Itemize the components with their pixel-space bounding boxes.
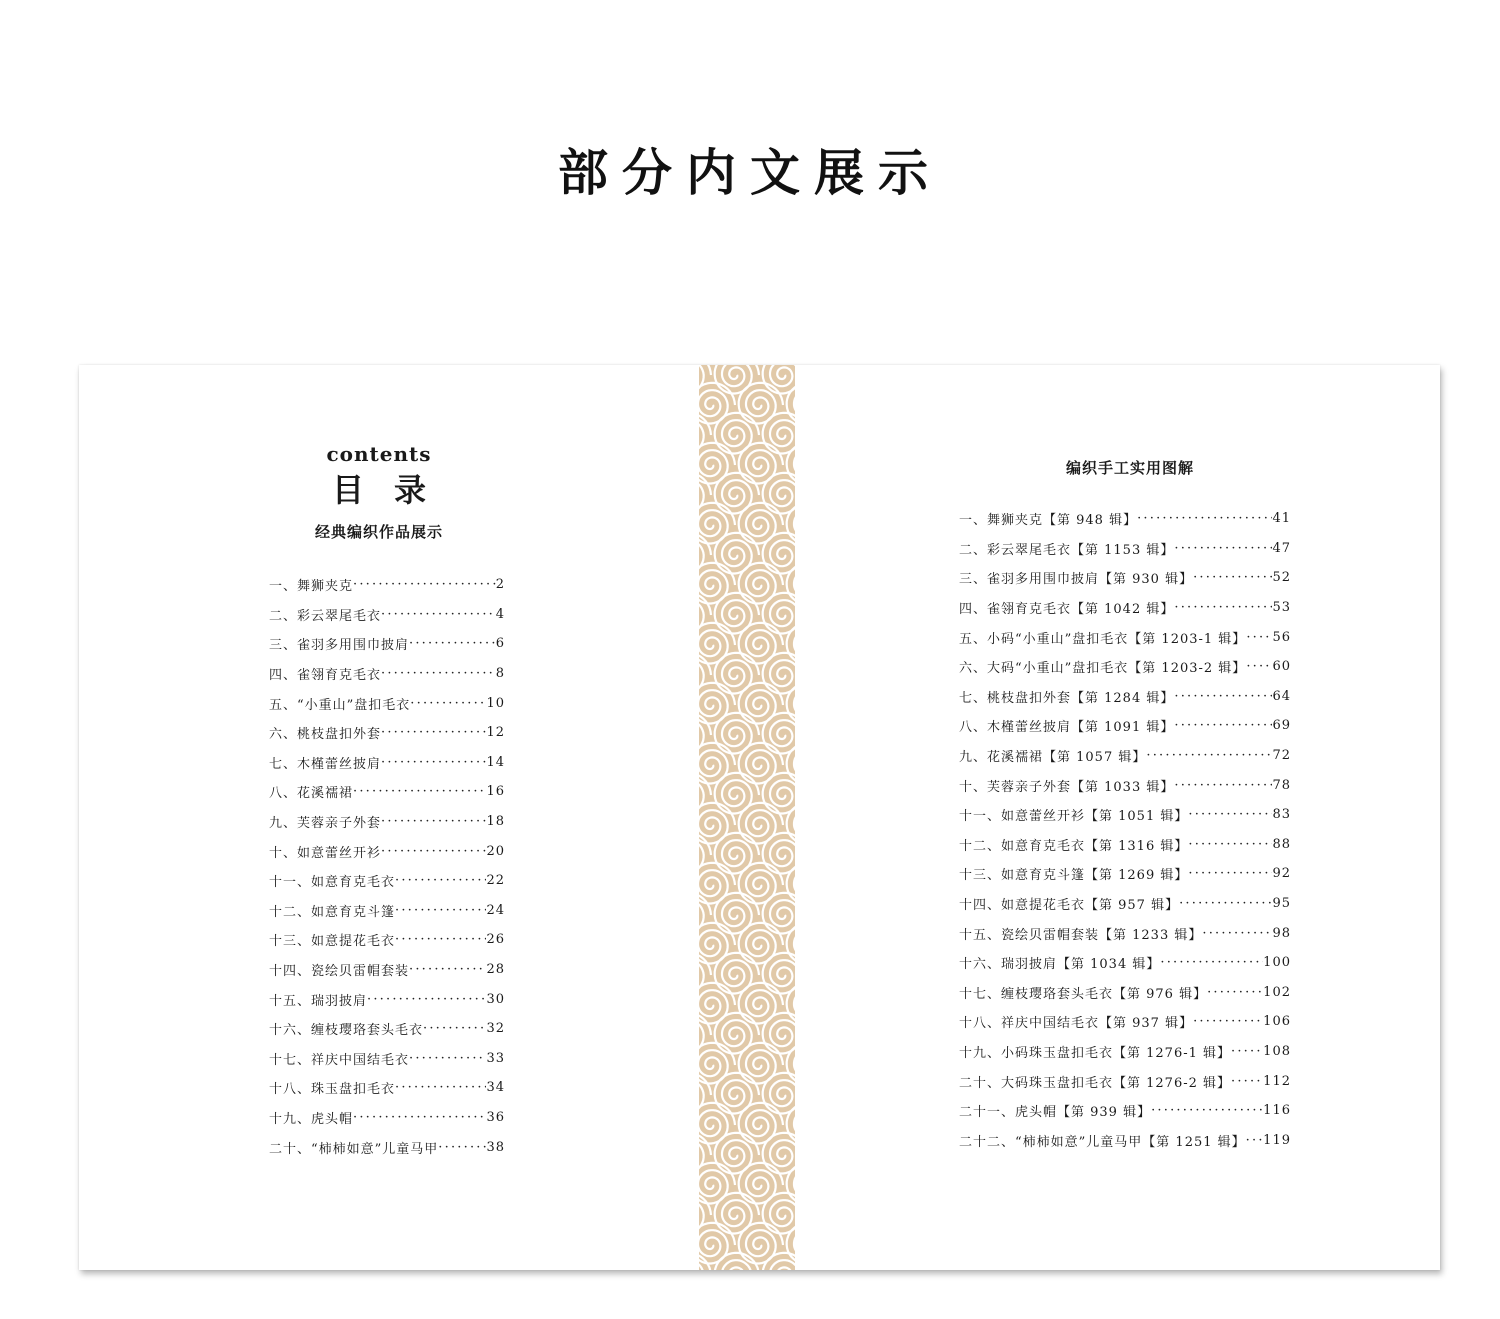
spiral-motif bbox=[699, 773, 711, 814]
toc-entry bbox=[959, 622, 1291, 652]
toc-entry bbox=[269, 1132, 505, 1162]
spiral-motif bbox=[699, 683, 735, 724]
spiral-motif bbox=[787, 383, 795, 424]
toc-page-number: 10 bbox=[486, 695, 505, 711]
toc-entry-title: 四、雀翎育克毛衣【第 1042 辑】 bbox=[959, 602, 1175, 618]
toc-dot-leader bbox=[1174, 718, 1272, 733]
toc-page-number: 78 bbox=[1272, 777, 1291, 793]
toc-dot-leader bbox=[381, 814, 486, 829]
toc-page-number: 28 bbox=[486, 962, 505, 978]
toc-dot-leader bbox=[409, 962, 486, 977]
toc-page-number: 20 bbox=[486, 843, 505, 859]
toc-entry-title: 十三、如意提花毛衣 bbox=[269, 934, 396, 950]
spiral-motif bbox=[699, 563, 735, 604]
spiral-motif bbox=[715, 533, 759, 574]
toc-entry bbox=[269, 1103, 505, 1133]
spiral-motif bbox=[739, 563, 783, 604]
toc-dot-leader bbox=[367, 992, 486, 1007]
toc-page-number: 26 bbox=[486, 932, 505, 948]
toc-entry bbox=[959, 1125, 1291, 1155]
toc-entry-title: 十六、缠枝璎珞套头毛衣 bbox=[269, 1023, 424, 1039]
toc-entry-title: 二、彩云翠尾毛衣【第 1153 辑】 bbox=[959, 542, 1175, 558]
toc-entry bbox=[959, 978, 1291, 1008]
toc-page-number: 16 bbox=[486, 784, 505, 800]
spiral-motif bbox=[699, 1133, 711, 1174]
toc-entry bbox=[959, 741, 1291, 771]
toc-entry-title: 六、桃枝盘扣外套 bbox=[269, 727, 382, 743]
toc-page-number: 30 bbox=[486, 991, 505, 1007]
toc-entry bbox=[959, 1007, 1291, 1037]
spiral-motif bbox=[715, 1073, 759, 1114]
toc-entry-title: 三、雀羽多用围巾披肩【第 930 辑】 bbox=[959, 572, 1194, 588]
spiral-motif bbox=[763, 1133, 795, 1174]
toc-page-number: 34 bbox=[486, 1080, 505, 1096]
spiral-motif bbox=[787, 743, 795, 784]
toc-entry bbox=[269, 807, 505, 837]
toc-dot-leader bbox=[1179, 896, 1272, 911]
spiral-motif bbox=[787, 1043, 795, 1084]
spiral-motif bbox=[787, 863, 795, 904]
toc-dot-leader bbox=[353, 784, 486, 799]
toc-entry bbox=[269, 777, 505, 807]
toc-page-number: 36 bbox=[486, 1109, 505, 1125]
toc-page-number: 95 bbox=[1272, 896, 1291, 912]
spiral-motif bbox=[763, 713, 795, 754]
toc-dot-leader bbox=[1188, 837, 1272, 852]
spiral-motif bbox=[699, 593, 711, 634]
toc-page-number: 119 bbox=[1263, 1132, 1291, 1148]
spiral-motif bbox=[699, 623, 735, 664]
toc-page-number: 32 bbox=[486, 1021, 505, 1037]
spiral-motif bbox=[715, 473, 759, 514]
toc-page-number: 22 bbox=[486, 873, 505, 889]
toc-entry bbox=[269, 836, 505, 866]
toc-page-number: 72 bbox=[1272, 748, 1291, 764]
toc-dot-leader bbox=[1193, 1014, 1263, 1029]
spiral-motif bbox=[739, 803, 783, 844]
spiral-motif bbox=[763, 773, 795, 814]
toc-entry-title: 十一、如意育克毛衣 bbox=[269, 875, 396, 891]
toc-entry-title: 五、小码“小重山”盘扣毛衣【第 1203-1 辑】 bbox=[959, 631, 1247, 647]
toc-entry bbox=[269, 570, 505, 600]
toc-dot-leader bbox=[438, 1140, 486, 1155]
toc-dot-leader bbox=[1188, 866, 1272, 881]
spiral-motif bbox=[715, 893, 759, 934]
spiral-motif bbox=[787, 623, 795, 664]
spiral-motif bbox=[739, 1223, 783, 1264]
spiral-motif bbox=[739, 923, 783, 964]
toc-entry bbox=[269, 1073, 505, 1103]
toc-entry-title: 二、彩云翠尾毛衣 bbox=[269, 608, 382, 624]
spiral-motif bbox=[739, 863, 783, 904]
spiral-motif bbox=[787, 1163, 795, 1204]
toc-entry-title: 九、芙蓉亲子外套 bbox=[269, 816, 382, 832]
spiral-motif bbox=[699, 713, 711, 754]
toc-entry bbox=[269, 688, 505, 718]
toc-entry bbox=[959, 830, 1291, 860]
toc-entry-title: 六、大码“小重山”盘扣毛衣【第 1203-2 辑】 bbox=[959, 661, 1247, 677]
toc-entry bbox=[959, 563, 1291, 593]
toc-entry-title: 二十、“柿柿如意”儿童马甲 bbox=[269, 1141, 439, 1157]
spiral-motif bbox=[739, 1163, 783, 1204]
toc-dot-leader bbox=[1174, 778, 1272, 793]
spiral-motif bbox=[739, 623, 783, 664]
spiral-motif bbox=[699, 1193, 711, 1234]
toc-entry bbox=[269, 1044, 505, 1074]
spiral-motif bbox=[787, 1223, 795, 1264]
right-page bbox=[795, 365, 1440, 1270]
toc-dot-leader bbox=[1231, 1044, 1263, 1059]
toc-entry-title: 十五、瓷绘贝雷帽套装【第 1233 辑】 bbox=[959, 927, 1203, 943]
spiral-cloud-pattern bbox=[699, 365, 795, 1270]
toc-entry-title: 七、木槿蕾丝披肩 bbox=[269, 756, 382, 772]
toc-entry-title: 十九、虎头帽 bbox=[269, 1111, 354, 1127]
toc-dot-leader bbox=[381, 725, 486, 740]
spiral-motif bbox=[763, 533, 795, 574]
toc-entry-title: 十、芙蓉亲子外套【第 1033 辑】 bbox=[959, 779, 1175, 795]
toc-page-number: 64 bbox=[1272, 688, 1291, 704]
spiral-motif bbox=[699, 803, 735, 844]
spiral-motif bbox=[787, 683, 795, 724]
toc-dot-leader bbox=[1231, 1074, 1263, 1089]
toc-dot-leader bbox=[1193, 570, 1272, 585]
toc-entry bbox=[269, 955, 505, 985]
spiral-motif bbox=[699, 533, 711, 574]
spiral-motif bbox=[715, 365, 759, 394]
spiral-motif bbox=[699, 923, 735, 964]
spiral-motif bbox=[763, 473, 795, 514]
spiral-motif bbox=[699, 1103, 735, 1144]
spiral-motif bbox=[715, 1193, 759, 1234]
toc-entry-title: 十七、缠枝璎珞套头毛衣【第 976 辑】 bbox=[959, 986, 1208, 1002]
toc-dot-leader bbox=[410, 696, 486, 711]
spiral-motif bbox=[699, 413, 711, 454]
spiral-motif bbox=[763, 413, 795, 454]
toc-entry-title: 十九、小码珠玉盘扣毛衣【第 1276-1 辑】 bbox=[959, 1045, 1232, 1061]
toc-entry-title: 十六、瑞羽披肩【第 1034 辑】 bbox=[959, 957, 1161, 973]
toc-entry bbox=[269, 1014, 505, 1044]
toc-entry bbox=[959, 918, 1291, 948]
toc-page-number: 60 bbox=[1272, 659, 1291, 675]
spiral-motif bbox=[763, 1073, 795, 1114]
toc-page-number: 47 bbox=[1272, 540, 1291, 556]
toc-dot-leader bbox=[395, 903, 486, 918]
spiral-motif bbox=[739, 1043, 783, 1084]
spiral-motif bbox=[787, 803, 795, 844]
toc-entry-title: 十二、如意育克斗篷 bbox=[269, 904, 396, 920]
toc-entry-title: 十、如意蕾丝开衫 bbox=[269, 845, 382, 861]
toc-page-number: 106 bbox=[1263, 1014, 1291, 1030]
spiral-motif bbox=[715, 953, 759, 994]
toc-entry bbox=[959, 800, 1291, 830]
toc-page-number: 108 bbox=[1263, 1043, 1291, 1059]
toc-entry-title: 二十一、虎头帽【第 939 辑】 bbox=[959, 1105, 1152, 1121]
spiral-motif bbox=[763, 833, 795, 874]
spiral-motif bbox=[763, 653, 795, 694]
spiral-motif bbox=[787, 503, 795, 544]
toc-page-number: 98 bbox=[1272, 925, 1291, 941]
toc-dot-leader bbox=[423, 1021, 486, 1036]
spiral-motif bbox=[763, 893, 795, 934]
toc-entry bbox=[959, 1096, 1291, 1126]
book-spread bbox=[79, 365, 1440, 1270]
toc-dot-leader bbox=[1137, 511, 1272, 526]
toc-entry-title: 一、舞狮夹克【第 948 辑】 bbox=[959, 513, 1138, 529]
toc-entry bbox=[269, 600, 505, 630]
toc-dot-leader bbox=[1246, 659, 1272, 674]
toc-dot-leader bbox=[1188, 807, 1272, 822]
toc-entry-title: 四、雀翎育克毛衣 bbox=[269, 668, 382, 684]
toc-page-number: 116 bbox=[1263, 1103, 1291, 1119]
spiral-motif bbox=[787, 443, 795, 484]
contents-english-heading: contents bbox=[326, 442, 432, 466]
toc-page-number: 100 bbox=[1263, 955, 1291, 971]
spiral-motif bbox=[763, 953, 795, 994]
spiral-motif bbox=[699, 863, 735, 904]
contents-chinese-heading bbox=[79, 470, 679, 510]
toc-entry bbox=[959, 504, 1291, 534]
toc-entry bbox=[959, 593, 1291, 623]
spiral-motif bbox=[739, 383, 783, 424]
toc-entry-title: 五、“小重山”盘扣毛衣 bbox=[269, 697, 411, 713]
toc-page-number: 88 bbox=[1272, 836, 1291, 852]
toc-page-number: 102 bbox=[1263, 984, 1291, 1000]
toc-page-number: 112 bbox=[1263, 1073, 1291, 1089]
toc-entry-title: 十四、瓷绘贝雷帽套装 bbox=[269, 964, 410, 980]
toc-entry bbox=[269, 896, 505, 926]
toc-entry bbox=[959, 534, 1291, 564]
toc-entry bbox=[959, 652, 1291, 682]
toc-dot-leader bbox=[409, 636, 496, 651]
toc-entry bbox=[959, 859, 1291, 889]
toc-entry-title: 八、木槿蕾丝披肩【第 1091 辑】 bbox=[959, 720, 1175, 736]
toc-entry bbox=[269, 866, 505, 896]
spiral-motif bbox=[739, 1103, 783, 1144]
toc-entry bbox=[269, 748, 505, 778]
toc-entry bbox=[959, 770, 1291, 800]
toc-page-number: 33 bbox=[486, 1050, 505, 1066]
spiral-motif bbox=[763, 593, 795, 634]
toc-page-number: 24 bbox=[486, 902, 505, 918]
toc-entry-title: 十二、如意育克毛衣【第 1316 辑】 bbox=[959, 838, 1189, 854]
cloud-pattern-band bbox=[699, 365, 795, 1270]
contents-chinese-text: 目录 bbox=[331, 471, 456, 509]
spiral-motif bbox=[763, 365, 795, 394]
toc-page-number: 83 bbox=[1272, 807, 1291, 823]
toc-entry-title: 十八、祥庆中国结毛衣【第 937 辑】 bbox=[959, 1016, 1194, 1032]
spiral-motif bbox=[763, 1193, 795, 1234]
toc-entry-title: 八、花溪襦裙 bbox=[269, 786, 354, 802]
toc-dot-leader bbox=[395, 932, 486, 947]
toc-entry-title: 十三、如意育克斗篷【第 1269 辑】 bbox=[959, 868, 1189, 884]
spiral-motif bbox=[699, 1223, 735, 1264]
spiral-motif bbox=[699, 953, 711, 994]
toc-page-number: 53 bbox=[1272, 600, 1291, 616]
spiral-motif bbox=[699, 473, 711, 514]
spiral-motif bbox=[787, 1103, 795, 1144]
toc-entry-title: 十八、珠玉盘扣毛衣 bbox=[269, 1082, 396, 1098]
toc-dot-leader bbox=[381, 666, 496, 681]
toc-dot-leader bbox=[1246, 630, 1272, 645]
toc-dot-leader bbox=[409, 1051, 486, 1066]
spiral-motif bbox=[715, 713, 759, 754]
spiral-motif bbox=[699, 833, 711, 874]
toc-entry bbox=[959, 948, 1291, 978]
spiral-motif bbox=[715, 413, 759, 454]
toc-entry-title: 二十二、“柿柿如意”儿童马甲【第 1251 辑】 bbox=[959, 1134, 1246, 1150]
page-heading: 部分内文展示 bbox=[558, 143, 942, 202]
spiral-motif bbox=[699, 653, 711, 694]
toc-dot-leader bbox=[395, 1080, 486, 1095]
toc-page-number: 8 bbox=[495, 666, 505, 682]
toc-entry bbox=[959, 682, 1291, 712]
right-toc-list bbox=[959, 504, 1291, 1155]
toc-entry-title: 二十、大码珠玉盘扣毛衣【第 1276-2 辑】 bbox=[959, 1075, 1232, 1091]
spiral-motif bbox=[739, 983, 783, 1024]
toc-dot-leader bbox=[1246, 1133, 1264, 1148]
spiral-motif bbox=[699, 1073, 711, 1114]
toc-entry bbox=[269, 984, 505, 1014]
toc-entry-title: 十四、如意提花毛衣【第 957 辑】 bbox=[959, 898, 1180, 914]
toc-page-number: 14 bbox=[486, 754, 505, 770]
toc-entry bbox=[959, 1037, 1291, 1067]
spiral-motif bbox=[699, 743, 735, 784]
toc-entry bbox=[269, 925, 505, 955]
spiral-motif bbox=[715, 593, 759, 634]
toc-dot-leader bbox=[1146, 748, 1272, 763]
toc-page-number: 41 bbox=[1272, 511, 1291, 527]
toc-dot-leader bbox=[1174, 541, 1272, 556]
spiral-motif bbox=[699, 443, 735, 484]
toc-dot-leader bbox=[1207, 985, 1263, 1000]
spiral-motif bbox=[699, 1163, 735, 1204]
toc-dot-leader bbox=[381, 755, 486, 770]
toc-page-number: 2 bbox=[495, 577, 505, 593]
toc-dot-leader bbox=[381, 607, 496, 622]
toc-page-number: 12 bbox=[486, 725, 505, 741]
toc-page-number: 92 bbox=[1272, 866, 1291, 882]
toc-dot-leader bbox=[1174, 689, 1272, 704]
spiral-motif bbox=[699, 983, 735, 1024]
toc-dot-leader bbox=[1160, 955, 1263, 970]
left-section-title: 经典编织作品展示 bbox=[314, 523, 443, 541]
spiral-motif bbox=[699, 1043, 735, 1084]
toc-page-number: 4 bbox=[495, 606, 505, 622]
toc-dot-leader bbox=[1151, 1103, 1263, 1118]
toc-page-number: 52 bbox=[1272, 570, 1291, 586]
spiral-motif bbox=[699, 503, 735, 544]
toc-page-number: 6 bbox=[495, 636, 505, 652]
toc-entry-title: 十一、如意蕾丝开衫【第 1051 辑】 bbox=[959, 809, 1189, 825]
toc-dot-leader bbox=[1202, 926, 1272, 941]
spiral-motif bbox=[715, 833, 759, 874]
toc-entry-title: 十七、祥庆中国结毛衣 bbox=[269, 1052, 410, 1068]
toc-dot-leader bbox=[1174, 600, 1272, 615]
spiral-motif bbox=[787, 923, 795, 964]
spiral-motif bbox=[715, 1133, 759, 1174]
toc-entry bbox=[269, 629, 505, 659]
toc-page-number: 38 bbox=[486, 1139, 505, 1155]
toc-dot-leader bbox=[395, 873, 486, 888]
toc-page-number: 18 bbox=[486, 814, 505, 830]
spiral-motif bbox=[739, 503, 783, 544]
spiral-motif bbox=[699, 365, 711, 394]
toc-entry-title: 三、雀羽多用围巾披肩 bbox=[269, 638, 410, 654]
spiral-motif bbox=[787, 563, 795, 604]
toc-entry-title: 九、花溪襦裙【第 1057 辑】 bbox=[959, 750, 1147, 766]
toc-entry bbox=[269, 659, 505, 689]
spiral-motif bbox=[715, 1013, 759, 1054]
spiral-motif bbox=[739, 683, 783, 724]
toc-page-number: 56 bbox=[1272, 629, 1291, 645]
right-section-title: 编织手工实用图解 bbox=[1065, 459, 1194, 477]
spiral-motif bbox=[715, 773, 759, 814]
toc-entry bbox=[959, 711, 1291, 741]
spiral-motif bbox=[739, 743, 783, 784]
spiral-motif bbox=[715, 653, 759, 694]
spiral-motif bbox=[787, 983, 795, 1024]
toc-dot-leader bbox=[353, 577, 496, 592]
spiral-motif bbox=[763, 1013, 795, 1054]
spiral-motif bbox=[699, 1013, 711, 1054]
spiral-motif bbox=[699, 893, 711, 934]
toc-dot-leader bbox=[381, 844, 486, 859]
toc-page-number: 69 bbox=[1272, 718, 1291, 734]
toc-entry bbox=[959, 1066, 1291, 1096]
left-page bbox=[79, 365, 699, 1270]
toc-entry-title: 一、舞狮夹克 bbox=[269, 579, 354, 595]
toc-dot-leader bbox=[353, 1110, 486, 1125]
left-toc-list bbox=[269, 570, 505, 1162]
spiral-motif bbox=[739, 443, 783, 484]
toc-entry-title: 十五、瑞羽披肩 bbox=[269, 993, 368, 1009]
spiral-motif bbox=[699, 383, 735, 424]
toc-entry bbox=[269, 718, 505, 748]
toc-entry-title: 七、桃枝盘扣外套【第 1284 辑】 bbox=[959, 690, 1175, 706]
toc-entry bbox=[959, 889, 1291, 919]
